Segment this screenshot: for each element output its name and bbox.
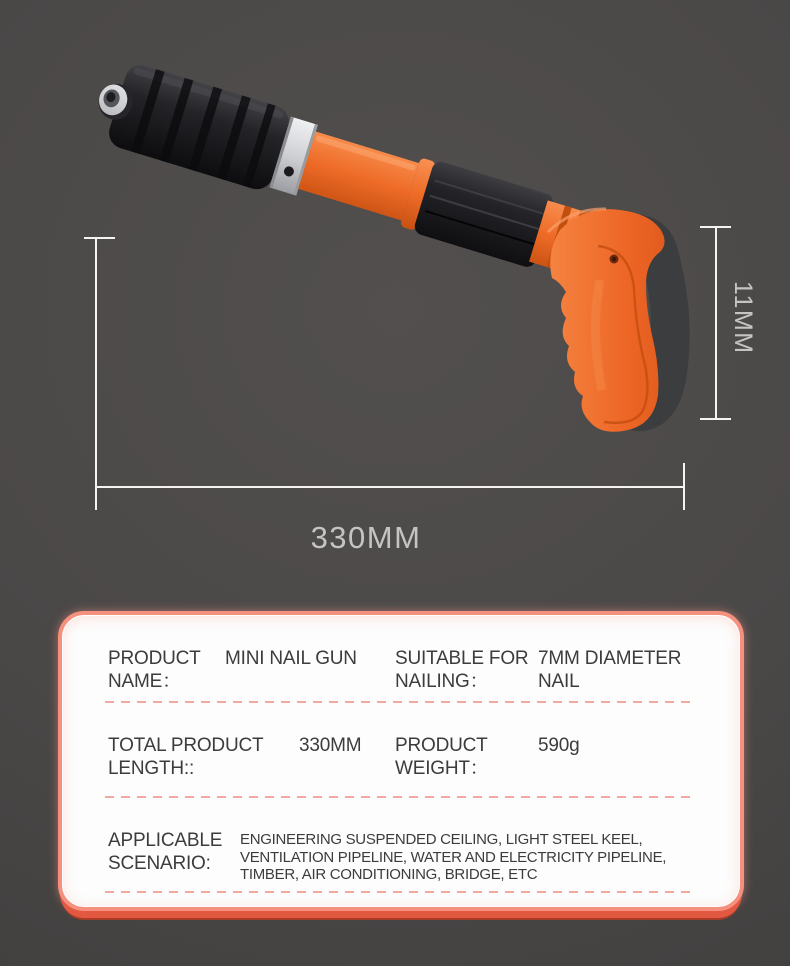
- spec-value-weight: 590g: [538, 735, 580, 756]
- height-dim-label: 11MM: [729, 281, 757, 355]
- height-dim-line: [715, 227, 717, 420]
- spec-label-suitable-nailing: SUITABLE FOR NAILING：: [395, 648, 529, 692]
- spec-value-product-name: MINI NAIL GUN: [225, 648, 357, 669]
- chuck-body: [105, 61, 293, 193]
- spec-label-total-length: TOTAL PRODUCT LENGTH::: [108, 735, 264, 779]
- spec-label-product-name: PRODUCT NAME：: [108, 648, 201, 692]
- spec-label-applicable-scenario: APPLICABLE SCENARIO:: [108, 830, 223, 874]
- length-dim-label: 330MM: [310, 520, 422, 555]
- divider-3: [105, 891, 697, 893]
- spec-value-suitable-nailing: 7MM DIAMETER NAIL: [538, 648, 682, 692]
- nail-gun: [87, 56, 690, 432]
- height-dim-bottom-tick: [700, 418, 731, 420]
- length-dim-left-line: [95, 238, 97, 510]
- spec-value-applicable-scenario: ENGINEERING SUSPENDED CEILING, LIGHT STEEL KEEL, VENTILATION PIPELINE, WATER AND ELECTRICITY PIPELINE, TIMBER, AIR CONDITIONING, BRIDGE, ETC: [240, 831, 667, 883]
- length-dim-left-tick: [84, 237, 115, 239]
- divider-1: [105, 701, 697, 703]
- divider-2: [105, 796, 697, 798]
- spec-card: [58, 611, 744, 911]
- height-dim-top-tick: [700, 226, 731, 228]
- barrel: [296, 126, 436, 231]
- length-dim-baseline: [95, 486, 685, 488]
- spec-label-weight: PRODUCT WEIGHT：: [395, 735, 489, 779]
- length-dim-right-tick: [683, 463, 685, 510]
- spec-value-total-length: 330MM: [299, 735, 362, 756]
- pin-hole-center: [612, 257, 616, 261]
